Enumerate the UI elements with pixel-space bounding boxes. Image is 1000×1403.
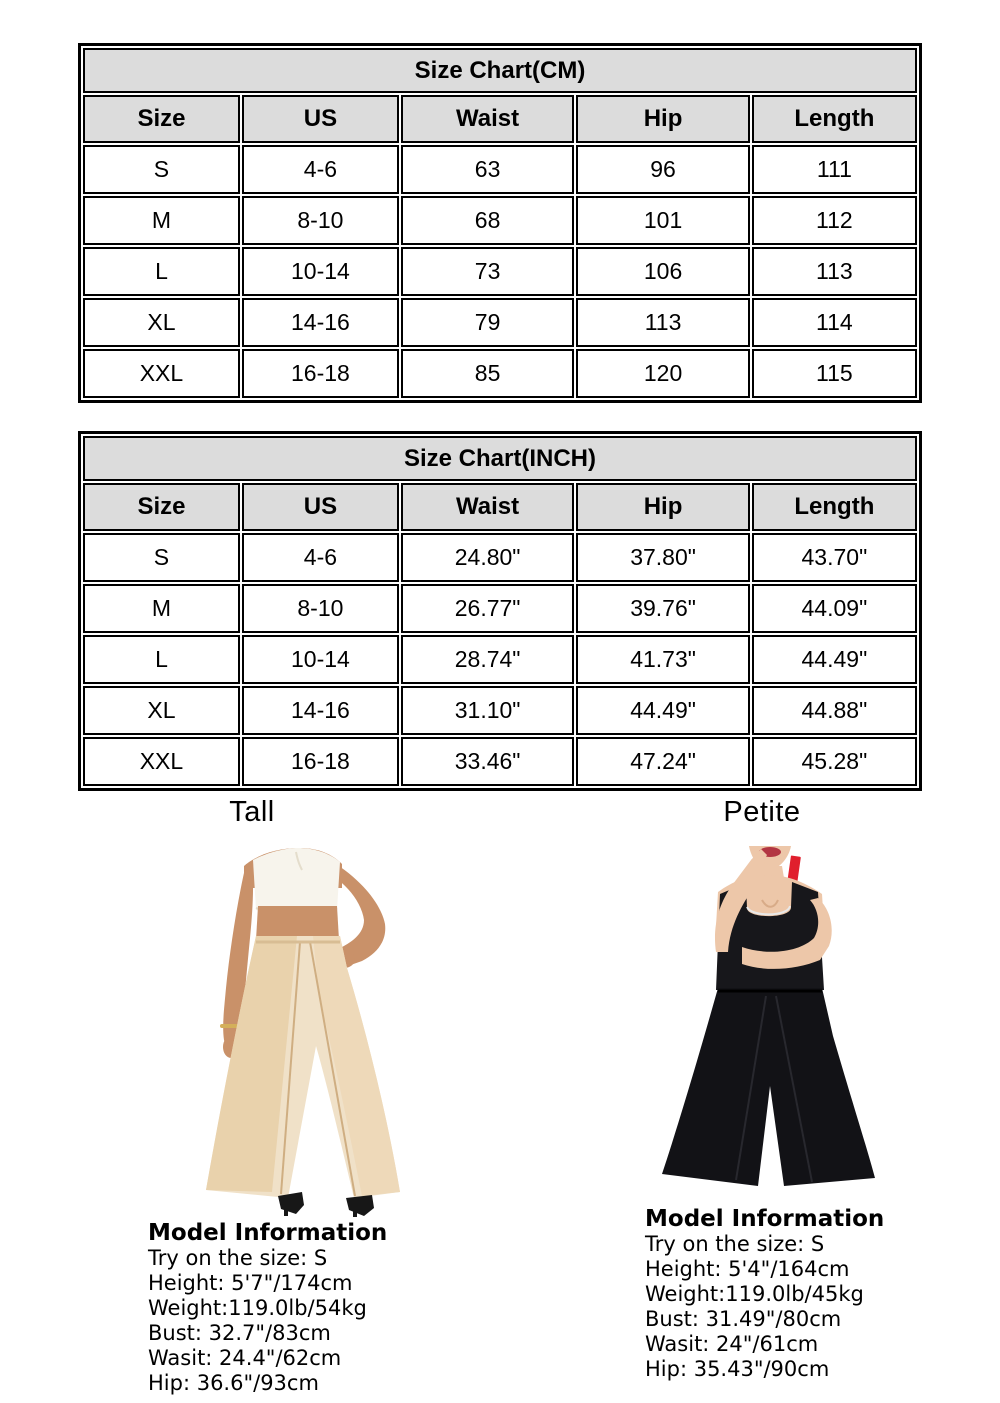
col-header-size: Size	[83, 483, 240, 531]
cell-size: S	[83, 145, 240, 194]
cell-waist: 73	[401, 247, 574, 296]
table-row-xl	[83, 686, 917, 735]
col-header-length: Length	[752, 483, 917, 531]
table-row-l	[83, 635, 917, 684]
cell-waist: 79	[401, 298, 574, 347]
cell-hip: 44.49"	[576, 686, 749, 735]
cell-length: 112	[752, 196, 917, 245]
col-header-us: US	[242, 95, 399, 143]
model-info-line-waist: Wasit: 24.4"/62cm	[148, 1346, 342, 1370]
cell-hip: 120	[576, 349, 749, 398]
cell-hip: 37.80"	[576, 533, 749, 582]
table-header-row	[83, 95, 917, 143]
col-header-hip: Hip	[576, 95, 749, 143]
col-header-waist: Waist	[401, 95, 574, 143]
cell-waist: 31.10"	[401, 686, 574, 735]
cell-length: 113	[752, 247, 917, 296]
col-header-hip: Hip	[576, 483, 749, 531]
cell-hip: 113	[576, 298, 749, 347]
cell-us: 10-14	[242, 635, 399, 684]
cell-hip: 47.24"	[576, 737, 749, 786]
cell-length: 44.49"	[752, 635, 917, 684]
table-row-m	[83, 196, 917, 245]
cell-waist: 68	[401, 196, 574, 245]
table-title-row	[83, 48, 917, 93]
model-info-line-bust: Bust: 32.7"/83cm	[148, 1321, 331, 1345]
model-info-line-bust: Bust: 31.49"/80cm	[645, 1307, 842, 1331]
cell-size: M	[83, 584, 240, 633]
petite-model-photo	[618, 846, 918, 1201]
cell-size: XL	[83, 298, 240, 347]
cell-size: L	[83, 635, 240, 684]
model-info-line-weight: Weight:119.0lb/54kg	[148, 1296, 367, 1320]
cell-us: 4-6	[242, 145, 399, 194]
size-chart-inch-table	[78, 431, 922, 791]
cell-size: XXL	[83, 349, 240, 398]
cell-us: 16-18	[242, 737, 399, 786]
model-info-title: Model Information	[148, 1220, 388, 1246]
cell-us: 10-14	[242, 247, 399, 296]
tall-fit-label: Tall	[229, 796, 275, 828]
inch-table-title: Size Chart(INCH)	[83, 436, 917, 481]
model-info-title: Model Information	[645, 1206, 885, 1232]
table-header-row	[83, 483, 917, 531]
table-row-xxl	[83, 737, 917, 786]
table-row-l	[83, 247, 917, 296]
cell-length: 111	[752, 145, 917, 194]
model-info-line-size: Try on the size: S	[148, 1246, 328, 1270]
model-info-line-height: Height: 5'7"/174cm	[148, 1271, 353, 1295]
cell-size: XXL	[83, 737, 240, 786]
col-header-size: Size	[83, 95, 240, 143]
cell-waist: 33.46"	[401, 737, 574, 786]
cell-waist: 28.74"	[401, 635, 574, 684]
cell-waist: 63	[401, 145, 574, 194]
tall-model-information	[148, 1220, 478, 1396]
cell-size: XL	[83, 686, 240, 735]
cell-us: 4-6	[242, 533, 399, 582]
cell-hip: 106	[576, 247, 749, 296]
cell-length: 45.28"	[752, 737, 917, 786]
table-row-s	[83, 533, 917, 582]
col-header-us: US	[242, 483, 399, 531]
cell-waist: 26.77"	[401, 584, 574, 633]
cell-hip: 96	[576, 145, 749, 194]
table-title-row	[83, 436, 917, 481]
cell-hip: 41.73"	[576, 635, 749, 684]
petite-model-information	[645, 1206, 975, 1382]
cell-size: M	[83, 196, 240, 245]
cm-table-title: Size Chart(CM)	[83, 48, 917, 93]
cell-us: 8-10	[242, 584, 399, 633]
table-row-xxl	[83, 349, 917, 398]
model-info-line-size: Try on the size: S	[645, 1232, 825, 1256]
cell-waist: 24.80"	[401, 533, 574, 582]
model-info-line-hip: Hip: 36.6"/93cm	[148, 1371, 319, 1395]
model-info-line-waist: Wasit: 24"/61cm	[645, 1332, 819, 1356]
cell-size: L	[83, 247, 240, 296]
cell-hip: 39.76"	[576, 584, 749, 633]
tall-model-photo	[150, 848, 450, 1218]
table-row-s	[83, 145, 917, 194]
table-row-m	[83, 584, 917, 633]
cell-us: 16-18	[242, 349, 399, 398]
cell-size: S	[83, 533, 240, 582]
cell-length: 115	[752, 349, 917, 398]
cell-length: 44.88"	[752, 686, 917, 735]
size-chart-cm-table	[78, 43, 922, 403]
cell-length: 114	[752, 298, 917, 347]
cell-length: 43.70"	[752, 533, 917, 582]
model-info-line-height: Height: 5'4"/164cm	[645, 1257, 850, 1281]
table-row-xl	[83, 298, 917, 347]
model-info-line-hip: Hip: 35.43"/90cm	[645, 1357, 830, 1381]
cell-us: 14-16	[242, 686, 399, 735]
model-info-line-weight: Weight:119.0lb/45kg	[645, 1282, 864, 1306]
cell-waist: 85	[401, 349, 574, 398]
petite-fit-label: Petite	[723, 796, 801, 828]
cell-us: 8-10	[242, 196, 399, 245]
col-header-waist: Waist	[401, 483, 574, 531]
cell-hip: 101	[576, 196, 749, 245]
col-header-length: Length	[752, 95, 917, 143]
cell-length: 44.09"	[752, 584, 917, 633]
cell-us: 14-16	[242, 298, 399, 347]
